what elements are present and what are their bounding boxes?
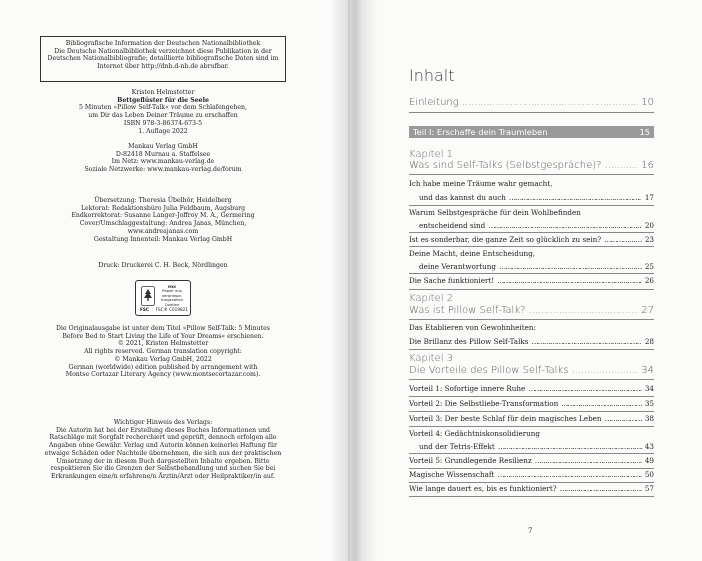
divider [409, 319, 654, 320]
credit-line: www.andreajanas.com [127, 227, 199, 235]
notice-line: Die Autorin hat bei der Erstellung dieses Buches Informationen und [55, 426, 271, 434]
toc-dots [560, 484, 642, 493]
biblio-line: Bibliografische Information der Deutschen Nationalbibliothek [65, 40, 261, 47]
notice-block [40, 419, 286, 481]
chapter-label: Kapitel 3 [409, 353, 454, 364]
original-line: All rights reserved. German translation copyright: [84, 348, 242, 356]
toc-dots [462, 97, 639, 108]
toc-entry [409, 249, 654, 258]
toc-dots [528, 384, 642, 393]
print-info: Druck: Druckerei C. H. Beck, Nördlingen [98, 262, 228, 269]
fsc-mark: FSC [140, 307, 149, 312]
publisher-line: Im Netz: www.mankau-verlag.de [111, 158, 215, 166]
toc-dots [498, 442, 642, 451]
divider [409, 379, 654, 380]
fsc-tree-icon [141, 286, 155, 306]
toc-entry-cont [409, 262, 654, 271]
toc-entry-page: 25 [644, 262, 654, 271]
book-info [40, 89, 286, 135]
divider [409, 205, 654, 206]
notice-line: Angaben ohne Gewähr. Verlag und Autorin können keinerlei Haftung für [49, 442, 277, 450]
notice-line: Umsetzung der in diesem Buch dargestellten Inhalte ergeben. Bitte [56, 457, 270, 465]
credit-line: Endkorrektorat: Susanne Langer-Joffroy M. A., Germering [71, 212, 255, 220]
chapter-title-row [409, 305, 654, 316]
toc-dots [535, 456, 642, 465]
left-page [0, 0, 348, 561]
fsc-bottom [140, 307, 188, 312]
toc-entry-title: Das Etablieren von Gewohnheiten: [409, 323, 536, 332]
toc-entry [409, 456, 654, 465]
toc-dots [604, 235, 642, 244]
fsc-line: tungsvollen Quellen [160, 297, 184, 307]
chapter-page: 16 [641, 160, 654, 171]
toc-entry-page: 34 [644, 384, 654, 393]
divider [409, 246, 654, 247]
toc-entry-title: Vorteil 4: Gedächtniskonsolidierung [409, 429, 541, 438]
toc-entry-title: und das kannst du auch [419, 193, 506, 202]
credit-line: Lektorat: Redaktionsbüro Julia Feldbaum, Augsburg [80, 204, 246, 212]
toc-entry [409, 276, 654, 285]
divider [409, 232, 654, 233]
toc-intro [409, 97, 654, 108]
original-line: Montse Cortazar Literary Agency (www.montsecortazar.com). [65, 371, 261, 379]
toc-entry-title: Ich habe meine Träume wahr gemacht, [409, 179, 553, 188]
toc-entry-page: 17 [644, 193, 654, 202]
toc-dots [497, 470, 641, 479]
divider [409, 453, 654, 454]
toc-entry-title: Vorteil 2: Die Selbstliebe-Transformation [409, 399, 559, 408]
toc-entry [409, 399, 654, 408]
toc-part-band [409, 126, 654, 138]
toc-entry-page: 23 [644, 235, 654, 244]
fsc-text [156, 285, 188, 307]
credit-line: Übersetzung: Theresia Übelhör, Heidelberg [94, 197, 232, 204]
toc-dots [571, 365, 638, 376]
toc-entry-cont [409, 442, 654, 451]
chapter-title: Die Vorteile des Pillow Self-Talks [409, 365, 569, 376]
biblio-line: Deutschen Nationalbibliografie; detaillierte bibliografische Daten sind im [47, 55, 279, 63]
original-line: © Mankau Verlag GmbH, 2022 [114, 355, 212, 363]
divider [409, 289, 654, 290]
toc-entry-title: Vorteil 5: Grundlegende Resilienz [409, 456, 532, 465]
fsc-line: Papier aus verantwor- [161, 288, 183, 298]
toc-entry-title: deine Verantwortung [419, 262, 497, 271]
credits-block [40, 197, 286, 243]
toc-entry-title: Wie lange dauert es, bis es funktioniert? [409, 484, 557, 493]
toc-dots [528, 305, 638, 316]
notice-line: Ratschläge mit Sorgfalt recherchiert und geprüft, dennoch erfolgen alle [49, 434, 277, 442]
toc-entry-page: 57 [644, 484, 654, 493]
toc-entry [409, 484, 654, 493]
toc-dots [488, 221, 642, 230]
chapter-page: 27 [641, 305, 654, 316]
toc-entry-title: Einleitung [409, 97, 459, 108]
toc-entry-page: 50 [644, 470, 654, 479]
toc-entry [409, 235, 654, 244]
toc-entry [409, 384, 654, 393]
toc-entry-title: Deine Macht, deine Entscheidung, [409, 249, 535, 258]
toc-dots [509, 193, 642, 202]
fsc-code: FSC® C019821 [155, 307, 188, 312]
divider [409, 482, 654, 483]
divider [409, 112, 654, 113]
toc-entry [409, 179, 654, 188]
toc-entry-page: 20 [644, 221, 654, 230]
right-page [350, 0, 702, 561]
toc-entry-cont [409, 221, 654, 230]
toc-entry-cont [409, 337, 654, 346]
toc-entry-page: 10 [641, 97, 654, 108]
publisher-line: Mankau Verlag GmbH [128, 143, 198, 150]
toc-entry-title: Vorteil 1: Sofortige innere Ruhe [409, 384, 526, 393]
toc-entry-title: Warum Selbstgespräche für dein Wohlbefinden [409, 208, 581, 217]
chapter-label: Kapitel 2 [409, 293, 454, 304]
publisher-line: Soziale Netzwerke: www.mankau-verlag.de/forum [84, 166, 242, 174]
original-line: Before Bed to Start Living the Life of Your Dreams« erschienen. [62, 332, 264, 340]
toc-entry [409, 208, 654, 217]
page-number: 7 [528, 527, 533, 535]
chapter-title: Was sind Self-Talks (Selbstgespräche)? [409, 160, 602, 171]
chapter-label: Kapitel 1 [409, 149, 454, 160]
credit-line: Cover/Umschlaggestaltung: Andrea Janas, München, [79, 220, 247, 228]
notice-heading: Wichtiger Hinweis des Verlags: [113, 419, 213, 426]
toc-dots [499, 262, 642, 271]
toc-dots [561, 399, 642, 408]
toc-entry [409, 414, 654, 423]
biblio-line: Internet über http://dnb.d-nb.de abrufbar. [97, 63, 229, 71]
toc-entry [409, 429, 654, 438]
toc-entry-page: 49 [644, 456, 654, 465]
divider [409, 411, 654, 412]
toc-dots [604, 160, 638, 171]
isbn: ISBN 978-3-86374-673-5 [123, 119, 203, 127]
divider [409, 396, 654, 397]
divider [409, 349, 654, 350]
publisher-line: D-82418 Murnau a. Staffelsee [115, 150, 211, 158]
original-line: © 2021, Kristen Helmstetter [117, 340, 209, 348]
toc-entry-page: 35 [644, 399, 654, 408]
toc-dots [497, 276, 642, 285]
subtitle-line: 5 Minuten »Pillow Self-Talk« vor dem Schlafengehen, [79, 104, 247, 112]
credit-line: Gestaltung Innenteil: Mankau Verlag GmbH [93, 235, 233, 243]
toc-entry-page: 43 [644, 442, 654, 451]
toc-dots [531, 337, 641, 346]
toc-dots [605, 414, 642, 423]
fsc-mix: MIX [167, 284, 177, 289]
original-line: German (worldwide) edition published by arrangement with [68, 363, 258, 371]
notice-line: etwaige Schäden oder Nachteile übernehmen, die sich aus der praktischen [44, 449, 282, 457]
original-line: Die Originalausgabe ist unter dem Titel »Pillow Self-Talk: 5 Minutes [56, 325, 270, 332]
toc-entry-page: 26 [644, 276, 654, 285]
part-page: 15 [639, 127, 650, 137]
edition: 1. Auflage 2022 [138, 127, 188, 135]
toc-entry-page: 28 [644, 337, 654, 346]
notice-line: Erkrankungen eine/n erfahrene/n Ärztin/Arzt oder Heilpraktiker/in auf. [51, 472, 275, 480]
toc-entry-title: Vorteil 3: Der beste Schlaf für dein magisches Leben [409, 414, 602, 423]
subtitle-line: um Dir das Leben Deiner Träume zu erschaffen [88, 112, 238, 120]
toc-entry-title: und der Tetris-Effekt [419, 442, 495, 451]
divider [409, 174, 654, 175]
toc-entry [409, 470, 654, 479]
toc-heading: Inhalt [409, 66, 455, 85]
chapter-title-row [409, 365, 654, 376]
publisher-block [40, 143, 286, 174]
toc-entry-title: Magische Wissenschaft [409, 470, 495, 479]
author: Kristen Helmstetter [131, 89, 195, 96]
original-block [40, 325, 286, 379]
chapter-title-row [409, 160, 654, 171]
chapter-page: 34 [641, 365, 654, 376]
toc-entry-page: 38 [644, 414, 654, 423]
toc-entry-cont [409, 193, 654, 202]
notice-line: respektieren Sie die Grenzen der Selbstbehandlung und suchen Sie bei [50, 465, 276, 473]
chapter-title: Was ist Pillow Self-Talk? [409, 305, 526, 316]
toc-entry-title: Ist es sonderbar, die ganze Zeit so glücklich zu sein? [409, 235, 602, 244]
biblio-line: Die Deutsche Nationalbibliothek verzeichnet diese Publikation in der [54, 47, 272, 55]
divider [409, 426, 654, 427]
divider [409, 468, 654, 469]
biblio-box [40, 36, 286, 82]
toc-entry-title: Die Brillanz des Pillow Self-Talks [409, 337, 529, 346]
book-title: Bettgeflüster für die Seele [117, 96, 209, 104]
toc-entry-title: Die Sache funktioniert! [409, 276, 495, 285]
divider [409, 273, 654, 274]
fsc-logo [135, 280, 191, 316]
toc-entry [409, 323, 654, 332]
part-title: Teil I: Erschaffe dein Traumleben [413, 127, 548, 137]
toc-entry-title: entscheidend sind [419, 221, 486, 230]
divider [409, 496, 654, 497]
